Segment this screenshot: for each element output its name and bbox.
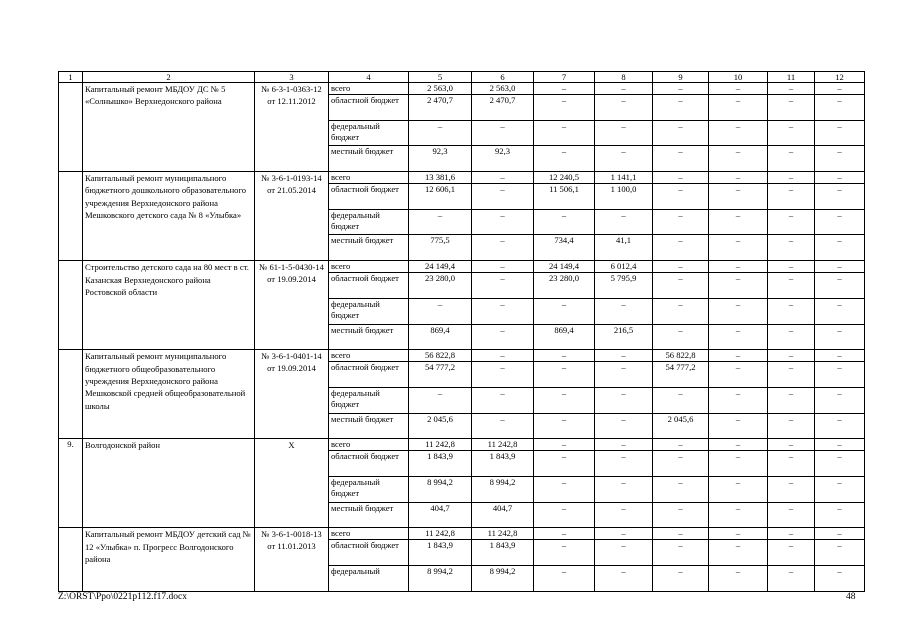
amount-cell: – bbox=[709, 209, 768, 235]
amount-cell: – bbox=[709, 439, 768, 451]
amount-cell: – bbox=[472, 273, 534, 299]
amount-cell: 6 012,4 bbox=[595, 261, 653, 273]
funding-source: местный бюджет bbox=[329, 235, 409, 261]
column-number-cell: 9 bbox=[653, 72, 709, 83]
amount-cell: – bbox=[653, 261, 709, 273]
funding-source: всего bbox=[329, 172, 409, 184]
amount-cell: – bbox=[709, 235, 768, 261]
amount-cell: – bbox=[815, 261, 865, 273]
object-name: Строительство детского сада на 80 мест в ст. Казанская Верхнедонского района Ростовской области bbox=[83, 261, 255, 350]
amount-cell: – bbox=[653, 184, 709, 210]
item-number bbox=[59, 172, 83, 261]
funding-source: местный бюджет bbox=[329, 324, 409, 350]
amount-cell: 1 843,9 bbox=[409, 451, 472, 477]
item-number bbox=[59, 528, 83, 591]
funding-source: областной бюджет bbox=[329, 451, 409, 477]
amount-cell: – bbox=[595, 350, 653, 362]
amount-cell: – bbox=[472, 120, 534, 146]
amount-cell: – bbox=[709, 172, 768, 184]
amount-cell: – bbox=[709, 362, 768, 388]
amount-cell: – bbox=[768, 362, 815, 388]
amount-cell: – bbox=[409, 298, 472, 324]
amount-cell: – bbox=[709, 273, 768, 299]
funding-source: местный бюджет bbox=[329, 413, 409, 439]
amount-cell: – bbox=[595, 120, 653, 146]
document-reference: № 3-6-1-0018-13 от 11.01.2013 bbox=[255, 528, 329, 591]
amount-cell: 41,1 bbox=[595, 235, 653, 261]
amount-cell: 54 777,2 bbox=[409, 362, 472, 388]
amount-cell: – bbox=[534, 476, 595, 502]
amount-cell: – bbox=[472, 209, 534, 235]
amount-cell: – bbox=[768, 83, 815, 95]
object-name: Капитальный ремонт муниципального бюджетного дошкольного образовательного учреждения Верхнедонского района Мешковского детского сада № 8 «Улыбка» bbox=[83, 172, 255, 261]
amount-cell: 404,7 bbox=[409, 502, 472, 528]
amount-cell: – bbox=[653, 120, 709, 146]
amount-cell: – bbox=[768, 209, 815, 235]
amount-cell: 8 994,2 bbox=[409, 566, 472, 592]
amount-cell: – bbox=[534, 95, 595, 121]
document-reference: № 3-6-1-0193-14 от 21.05.2014 bbox=[255, 172, 329, 261]
amount-cell: – bbox=[534, 120, 595, 146]
column-number-cell: 6 bbox=[472, 72, 534, 83]
amount-cell: – bbox=[653, 476, 709, 502]
amount-cell: – bbox=[768, 120, 815, 146]
amount-cell: 23 280,0 bbox=[409, 273, 472, 299]
amount-cell: – bbox=[815, 184, 865, 210]
table-row bbox=[59, 172, 865, 184]
object-name: Капитальный ремонт МБДОУ ДС № 5 «Солнышко» Верхнедонского района bbox=[83, 83, 255, 172]
amount-cell: – bbox=[768, 439, 815, 451]
column-number-cell: 7 bbox=[534, 72, 595, 83]
amount-cell: – bbox=[653, 172, 709, 184]
amount-cell: – bbox=[472, 235, 534, 261]
amount-cell: 23 280,0 bbox=[534, 273, 595, 299]
amount-cell: – bbox=[472, 261, 534, 273]
amount-cell: – bbox=[595, 362, 653, 388]
amount-cell: – bbox=[472, 184, 534, 210]
amount-cell: – bbox=[472, 413, 534, 439]
item-number bbox=[59, 350, 83, 439]
funding-source: местный бюджет bbox=[329, 502, 409, 528]
amount-cell: – bbox=[709, 120, 768, 146]
amount-cell: – bbox=[595, 413, 653, 439]
amount-cell: – bbox=[653, 439, 709, 451]
amount-cell: – bbox=[534, 298, 595, 324]
amount-cell: 404,7 bbox=[472, 502, 534, 528]
amount-cell: – bbox=[653, 324, 709, 350]
funding-source: федеральный бюджет bbox=[329, 120, 409, 146]
amount-cell: – bbox=[595, 209, 653, 235]
funding-source: федеральный bbox=[329, 566, 409, 592]
amount-cell: – bbox=[768, 528, 815, 540]
amount-cell: – bbox=[595, 502, 653, 528]
amount-cell: – bbox=[534, 362, 595, 388]
amount-cell: – bbox=[653, 528, 709, 540]
amount-cell: – bbox=[472, 324, 534, 350]
amount-cell: – bbox=[815, 324, 865, 350]
amount-cell: – bbox=[815, 273, 865, 299]
amount-cell: – bbox=[768, 235, 815, 261]
amount-cell: 216,5 bbox=[595, 324, 653, 350]
document-reference: Х bbox=[255, 439, 329, 528]
amount-cell: – bbox=[472, 362, 534, 388]
amount-cell: – bbox=[815, 120, 865, 146]
column-number-cell: 3 bbox=[255, 72, 329, 83]
amount-cell: – bbox=[815, 540, 865, 566]
amount-cell: – bbox=[709, 83, 768, 95]
amount-cell: – bbox=[534, 146, 595, 172]
amount-cell: – bbox=[595, 528, 653, 540]
amount-cell: – bbox=[815, 172, 865, 184]
amount-cell: – bbox=[815, 83, 865, 95]
amount-cell: – bbox=[768, 566, 815, 592]
object-name: Волгодонской район bbox=[83, 439, 255, 528]
amount-cell: – bbox=[653, 502, 709, 528]
amount-cell: 775,5 bbox=[409, 235, 472, 261]
amount-cell: – bbox=[709, 261, 768, 273]
amount-cell: 11 242,8 bbox=[472, 528, 534, 540]
amount-cell: 92,3 bbox=[472, 146, 534, 172]
amount-cell: – bbox=[595, 476, 653, 502]
amount-cell: – bbox=[768, 502, 815, 528]
amount-cell: – bbox=[768, 350, 815, 362]
amount-cell: – bbox=[768, 95, 815, 121]
item-number bbox=[59, 83, 83, 172]
funding-source: областной бюджет bbox=[329, 184, 409, 210]
amount-cell: – bbox=[768, 413, 815, 439]
budget-table bbox=[58, 71, 865, 592]
amount-cell: 869,4 bbox=[409, 324, 472, 350]
amount-cell: – bbox=[815, 146, 865, 172]
amount-cell: – bbox=[653, 83, 709, 95]
amount-cell: 11 506,1 bbox=[534, 184, 595, 210]
table-row bbox=[59, 83, 865, 95]
amount-cell: – bbox=[472, 387, 534, 413]
amount-cell: – bbox=[815, 235, 865, 261]
amount-cell: – bbox=[595, 566, 653, 592]
amount-cell: 12 606,1 bbox=[409, 184, 472, 210]
amount-cell: 2 045,6 bbox=[653, 413, 709, 439]
funding-source: всего bbox=[329, 83, 409, 95]
amount-cell: – bbox=[409, 209, 472, 235]
amount-cell: – bbox=[595, 146, 653, 172]
amount-cell: – bbox=[815, 209, 865, 235]
amount-cell: – bbox=[709, 528, 768, 540]
amount-cell: – bbox=[534, 540, 595, 566]
column-number-cell: 4 bbox=[329, 72, 409, 83]
amount-cell: – bbox=[653, 298, 709, 324]
amount-cell: – bbox=[768, 451, 815, 477]
amount-cell: – bbox=[595, 83, 653, 95]
amount-cell: 1 100,0 bbox=[595, 184, 653, 210]
column-number-cell: 8 bbox=[595, 72, 653, 83]
amount-cell: – bbox=[709, 451, 768, 477]
amount-cell: 734,4 bbox=[534, 235, 595, 261]
amount-cell: 11 242,8 bbox=[472, 439, 534, 451]
amount-cell: – bbox=[709, 95, 768, 121]
amount-cell: – bbox=[534, 502, 595, 528]
column-number-cell: 10 bbox=[709, 72, 768, 83]
object-name: Капитальный ремонт МБДОУ детский сад № 12 «Улыбка» п. Прогресс Волгодонского района bbox=[83, 528, 255, 591]
funding-source: областной бюджет bbox=[329, 540, 409, 566]
item-number bbox=[59, 261, 83, 350]
amount-cell: – bbox=[709, 413, 768, 439]
funding-source: федеральный бюджет bbox=[329, 387, 409, 413]
table-row bbox=[59, 528, 865, 540]
document-file-path: Z:\ORST\Ppo\0221p112.f17.docx bbox=[58, 592, 187, 602]
funding-source: всего bbox=[329, 439, 409, 451]
amount-cell: 92,3 bbox=[409, 146, 472, 172]
funding-source: федеральный бюджет bbox=[329, 209, 409, 235]
table-row bbox=[59, 350, 865, 362]
amount-cell: 1 843,9 bbox=[472, 540, 534, 566]
column-number-cell: 2 bbox=[83, 72, 255, 83]
amount-cell: – bbox=[815, 439, 865, 451]
document-reference: № 6-3-1-0363-12 от 12.11.2012 bbox=[255, 83, 329, 172]
object-name: Капитальный ремонт муниципального бюджетного общеобразовательного учреждения Верхнедонского района Мешковской средней общеобразовательной школы bbox=[83, 350, 255, 439]
amount-cell: – bbox=[768, 184, 815, 210]
amount-cell: – bbox=[815, 413, 865, 439]
amount-cell: – bbox=[653, 235, 709, 261]
amount-cell: – bbox=[815, 528, 865, 540]
amount-cell: – bbox=[653, 566, 709, 592]
amount-cell: – bbox=[595, 387, 653, 413]
amount-cell: 1 843,9 bbox=[472, 451, 534, 477]
table-row bbox=[59, 261, 865, 273]
amount-cell: 1 843,9 bbox=[409, 540, 472, 566]
column-number-row bbox=[59, 72, 865, 83]
amount-cell: – bbox=[709, 476, 768, 502]
amount-cell: – bbox=[815, 387, 865, 413]
amount-cell: 11 242,8 bbox=[409, 439, 472, 451]
funding-source: местный бюджет bbox=[329, 146, 409, 172]
page-number: 48 bbox=[846, 592, 856, 602]
amount-cell: – bbox=[815, 362, 865, 388]
amount-cell: – bbox=[409, 387, 472, 413]
funding-source: областной бюджет bbox=[329, 273, 409, 299]
amount-cell: 54 777,2 bbox=[653, 362, 709, 388]
column-number-cell: 11 bbox=[768, 72, 815, 83]
amount-cell: 13 381,6 bbox=[409, 172, 472, 184]
amount-cell: – bbox=[768, 146, 815, 172]
amount-cell: 2 470,7 bbox=[409, 95, 472, 121]
item-number: 9. bbox=[59, 439, 83, 528]
amount-cell: – bbox=[768, 387, 815, 413]
amount-cell: – bbox=[534, 439, 595, 451]
amount-cell: – bbox=[768, 261, 815, 273]
amount-cell: – bbox=[709, 184, 768, 210]
amount-cell: – bbox=[409, 120, 472, 146]
funding-source: областной бюджет bbox=[329, 362, 409, 388]
amount-cell: – bbox=[815, 350, 865, 362]
amount-cell: – bbox=[534, 528, 595, 540]
amount-cell: – bbox=[534, 83, 595, 95]
amount-cell: 12 240,5 bbox=[534, 172, 595, 184]
funding-source: всего bbox=[329, 528, 409, 540]
amount-cell: – bbox=[709, 502, 768, 528]
amount-cell: – bbox=[768, 324, 815, 350]
amount-cell: – bbox=[653, 146, 709, 172]
table-body bbox=[59, 83, 865, 592]
table-row bbox=[59, 439, 865, 451]
column-number-cell: 5 bbox=[409, 72, 472, 83]
amount-cell: – bbox=[709, 350, 768, 362]
amount-cell: – bbox=[709, 298, 768, 324]
funding-source: всего bbox=[329, 261, 409, 273]
amount-cell: – bbox=[653, 387, 709, 413]
amount-cell: – bbox=[815, 298, 865, 324]
amount-cell: – bbox=[534, 413, 595, 439]
amount-cell: 24 149,4 bbox=[409, 261, 472, 273]
amount-cell: 8 994,2 bbox=[472, 476, 534, 502]
amount-cell: – bbox=[709, 540, 768, 566]
amount-cell: 11 242,8 bbox=[409, 528, 472, 540]
amount-cell: 2 470,7 bbox=[472, 95, 534, 121]
document-reference: № 61-1-5-0430-14 от 19.09.2014 bbox=[255, 261, 329, 350]
amount-cell: – bbox=[768, 540, 815, 566]
amount-cell: 2 045,6 bbox=[409, 413, 472, 439]
amount-cell: – bbox=[709, 566, 768, 592]
amount-cell: – bbox=[534, 451, 595, 477]
funding-source: федеральный бюджет bbox=[329, 476, 409, 502]
amount-cell: – bbox=[534, 209, 595, 235]
amount-cell: – bbox=[768, 476, 815, 502]
amount-cell: – bbox=[534, 387, 595, 413]
funding-source: областной бюджет bbox=[329, 95, 409, 121]
amount-cell: – bbox=[595, 540, 653, 566]
amount-cell: 8 994,2 bbox=[409, 476, 472, 502]
funding-source: всего bbox=[329, 350, 409, 362]
amount-cell: 5 795,9 bbox=[595, 273, 653, 299]
amount-cell: 2 563,0 bbox=[472, 83, 534, 95]
amount-cell: – bbox=[653, 540, 709, 566]
amount-cell: 869,4 bbox=[534, 324, 595, 350]
amount-cell: – bbox=[709, 324, 768, 350]
amount-cell: – bbox=[653, 209, 709, 235]
amount-cell: – bbox=[595, 95, 653, 121]
amount-cell: – bbox=[815, 566, 865, 592]
amount-cell: – bbox=[709, 387, 768, 413]
amount-cell: – bbox=[815, 95, 865, 121]
amount-cell: 56 822,8 bbox=[409, 350, 472, 362]
amount-cell: – bbox=[472, 298, 534, 324]
amount-cell: – bbox=[815, 451, 865, 477]
amount-cell: – bbox=[815, 502, 865, 528]
amount-cell: – bbox=[653, 273, 709, 299]
amount-cell: – bbox=[653, 451, 709, 477]
amount-cell: 8 994,2 bbox=[472, 566, 534, 592]
amount-cell: – bbox=[595, 439, 653, 451]
column-number-cell: 1 bbox=[59, 72, 83, 83]
document-reference: № 3-6-1-0401-14 от 19.09.2014 bbox=[255, 350, 329, 439]
amount-cell: – bbox=[768, 273, 815, 299]
amount-cell: 56 822,8 bbox=[653, 350, 709, 362]
amount-cell: – bbox=[768, 298, 815, 324]
amount-cell: – bbox=[595, 298, 653, 324]
amount-cell: 24 149,4 bbox=[534, 261, 595, 273]
funding-source: федеральный бюджет bbox=[329, 298, 409, 324]
amount-cell: – bbox=[472, 350, 534, 362]
amount-cell: – bbox=[472, 172, 534, 184]
amount-cell: – bbox=[653, 95, 709, 121]
amount-cell: 2 563,0 bbox=[409, 83, 472, 95]
amount-cell: – bbox=[709, 146, 768, 172]
amount-cell: – bbox=[768, 172, 815, 184]
amount-cell: – bbox=[595, 451, 653, 477]
amount-cell: – bbox=[534, 566, 595, 592]
amount-cell: 1 141,1 bbox=[595, 172, 653, 184]
amount-cell: – bbox=[534, 350, 595, 362]
column-number-cell: 12 bbox=[815, 72, 865, 83]
amount-cell: – bbox=[815, 476, 865, 502]
